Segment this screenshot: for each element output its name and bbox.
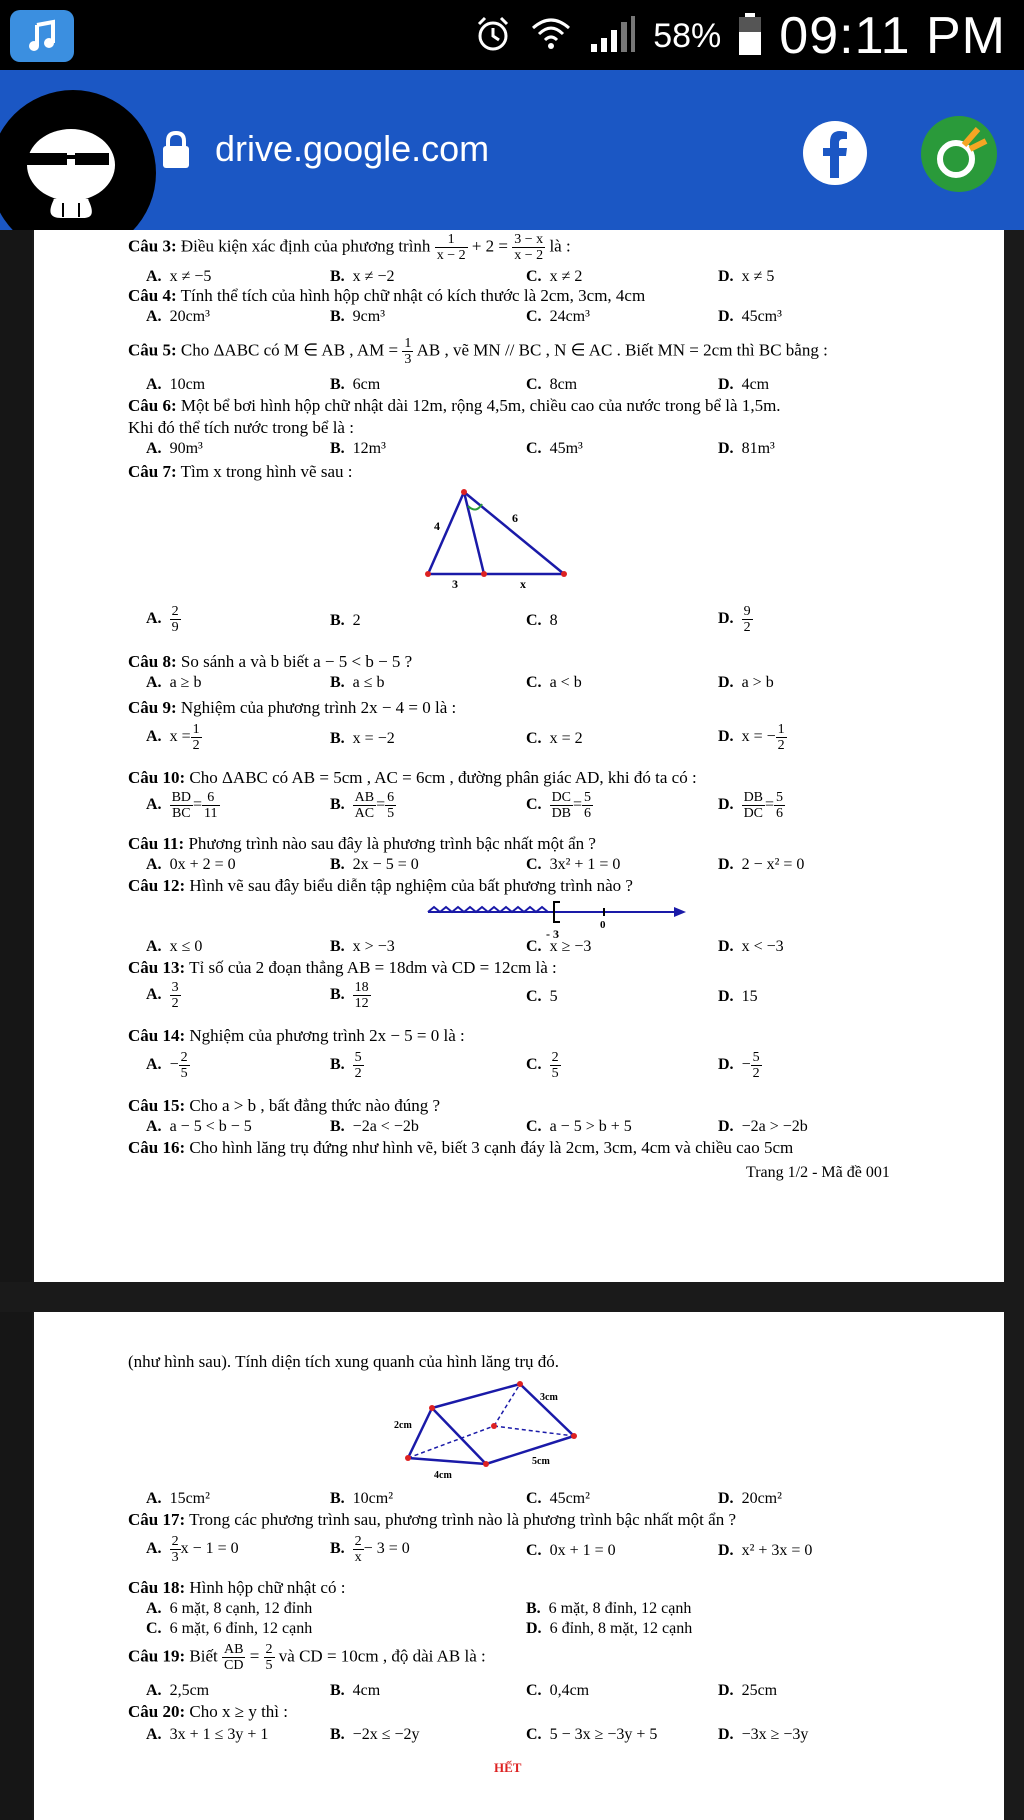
triangle-label-3: 3 <box>452 577 458 590</box>
alarm-icon <box>473 14 513 59</box>
question-12: Câu 12: Hình vẽ sau đây biểu diễn tập nghiệm của bất phương trình nào ? <box>128 876 633 895</box>
document-viewer[interactable] <box>0 230 1024 1820</box>
question-17: Câu 17: Trong các phương trình sau, phương trình nào là phương trình bậc nhất một ẩn ? <box>128 1510 736 1529</box>
question-10: Câu 10: Cho ΔABC có AB = 5cm , AC = 6cm , đường phân giác AD, khi đó ta có : <box>128 768 697 787</box>
question-20-options: A. 3x + 1 ≤ 3y + 1 B. −2x ≤ −2y C. 5 − 3x ≥ −3y + 5 D. −3x ≥ −3y <box>146 1726 809 1743</box>
question-3-options: A. x ≠ −5 B. x ≠ −2 C. x ≠ 2 D. x ≠ 5 <box>146 268 775 285</box>
pdf-page-2 <box>34 1312 1004 1820</box>
question-18-options-ab: A. 6 mặt, 8 cạnh, 12 đỉnh B. 6 mặt, 8 đỉnh, 12 cạnh <box>146 1600 692 1617</box>
question-14: Câu 14: Nghiệm của phương trình 2x − 5 = 0 là : <box>128 1026 465 1045</box>
question-11: Câu 11: Phương trình nào sau đây là phương trình bậc nhất một ẩn ? <box>128 834 596 853</box>
question-14-options: A. − $\frac{2}{5}$ B. $\frac{5}{2}$ C. $\frac{2}{5}$ D. − $\frac{5}{2}$ <box>146 1050 760 1081</box>
wifi-icon <box>529 14 573 59</box>
question-3: Câu 3: Điều kiện xác định của phương trình $\frac{1}{x - 2}$ + 2 = $\frac{3 - x}{x - 2}$ là : <box>128 232 571 263</box>
prism-label-5cm: 5cm <box>532 1456 550 1467</box>
battery-percent: 58% <box>653 16 722 55</box>
question-4: Câu 4: Tính thể tích của hình hộp chữ nhật có kích thước là 2cm, 3cm, 4cm <box>128 286 646 305</box>
prism-figure <box>394 1378 614 1488</box>
question-5-options: A. 10cm B. 6cm C. 8cm D. 4cm <box>146 376 770 393</box>
triangle-figure <box>424 480 604 590</box>
triangle-label-4: 4 <box>434 519 440 533</box>
question-8: Câu 8: So sánh a và b biết a − 5 < b − 5 ? <box>128 652 413 671</box>
prism-label-3cm: 3cm <box>540 1392 558 1403</box>
question-10-options: A. $\frac{BD}{BC}$ = $\frac{6}{11}$ B. $\frac{AB}{AC}$ = $\frac{6}{5}$ C. $\frac{DC}{DB}$ = $\frac{5}{6}$ D. $\frac{DB}{DC}$ = $\frac{5}{6}$ <box>146 790 784 821</box>
facebook-icon[interactable] <box>802 120 868 186</box>
question-7: Câu 7: Tìm x trong hình vẽ sau : <box>128 462 353 481</box>
status-bar <box>0 0 1024 70</box>
question-13: Câu 13: Tỉ số của 2 đoạn thẳng AB = 18dm và CD = 12cm là : <box>128 958 557 977</box>
question-13-options: A. $\frac{3}{2}$ B. $\frac{18}{12}$ C. 5 D. 15 <box>146 980 758 1011</box>
question-18-options-cd: C. 6 mặt, 6 đỉnh, 12 cạnh D. 6 đỉnh, 8 mặt, 12 cạnh <box>146 1620 693 1637</box>
question-18: Câu 18: Hình hộp chữ nhật có : <box>128 1578 346 1597</box>
question-19: Câu 19: Biết $\frac{AB}{CD}$ = $\frac{2}{5}$ và CD = 10cm , độ dài AB là : <box>128 1642 486 1673</box>
question-20: Câu 20: Cho x ≥ y thì : <box>128 1702 288 1721</box>
number-line-label-minus3: - 3 <box>546 927 559 941</box>
lock-icon <box>160 130 192 175</box>
triangle-label-6: 6 <box>512 511 518 525</box>
prism-label-4cm: 4cm <box>434 1470 452 1481</box>
question-15-options: A. a − 5 < b − 5 B. −2a < −2b C. a − 5 > b + 5 D. −2a > −2b <box>146 1118 808 1135</box>
triangle-label-x: x <box>520 577 526 590</box>
question-4-options: A. 20cm³ B. 9cm³ C. 24cm³ D. 45cm³ <box>146 308 782 325</box>
signal-icon <box>589 14 637 59</box>
url-text[interactable]: drive.google.com <box>215 128 490 169</box>
battery-icon <box>737 12 763 61</box>
number-line-label-0: 0 <box>600 919 606 931</box>
question-5: Câu 5: Cho ΔABC có M ∈ AB , AM = $\frac{1}{3}$ AB , vẽ MN // BC , N ∈ AC . Biết MN = 2cm thì BC bằng : <box>128 336 828 367</box>
question-9: Câu 9: Nghiệm của phương trình 2x − 4 = 0 là : <box>128 698 457 717</box>
page-separator <box>0 1282 1024 1312</box>
question-6-line2: Khi đó thể tích nước trong bể là : <box>128 418 354 437</box>
browser-url-bar <box>0 70 1024 230</box>
question-11-options: A. 0x + 2 = 0 B. 2x − 5 = 0 C. 3x² + 1 = 0 D. 2 − x² = 0 <box>146 856 805 873</box>
question-6: Câu 6: Một bể bơi hình hộp chữ nhật dài 12m, rộng 4,5m, chiều cao của nước trong bể là 1,5m. <box>128 396 781 415</box>
question-15: Câu 15: Cho a > b , bất đẳng thức nào đúng ? <box>128 1096 441 1115</box>
end-marker: HẾT <box>494 1760 522 1775</box>
viewer-left-strip <box>0 230 32 1820</box>
question-16-continued: (như hình sau). Tính diện tích xung quanh của hình lăng trụ đó. <box>128 1352 559 1371</box>
page-footer: Trang 1/2 - Mã đề 001 <box>746 1164 890 1181</box>
question-8-options: A. a ≥ b B. a ≤ b C. a < b D. a > b <box>146 674 774 691</box>
question-7-options: A. $\frac{2}{9}$ B. 2 C. 8 D. $\frac{9}{2}$ <box>146 604 751 635</box>
prism-label-2cm: 2cm <box>394 1420 412 1431</box>
question-16: Câu 16: Cho hình lăng trụ đứng như hình vẽ, biết 3 cạnh đáy là 2cm, 3cm, 4cm và chiều cao 5cm <box>128 1138 794 1157</box>
music-app-icon <box>10 10 74 62</box>
question-19-options: A. 2,5cm B. 4cm C. 0,4cm D. 25cm <box>146 1682 778 1699</box>
question-6-options: A. 90m³ B. 12m³ C. 45m³ D. 81m³ <box>146 440 775 457</box>
question-17-options: A. $\frac{2}{3}$ x − 1 = 0 B. $\frac{2}{x}$ − 3 = 0 C. 0x + 1 = 0 D. x² + 3x = 0 <box>146 1534 813 1565</box>
coccoc-browser-icon[interactable] <box>920 115 998 193</box>
question-16-options: A. 15cm² B. 10cm² C. 45cm² D. 20cm² <box>146 1490 782 1507</box>
clock: 09:11 PM <box>779 7 1006 65</box>
question-9-options: A. x = $\frac{1}{2}$ B. x = −2 C. x = 2 D. x = − $\frac{1}{2}$ <box>146 722 785 753</box>
question-12-options: A. x ≤ 0 B. x > −3 C. x ≥ −3 D. x < −3 <box>146 938 784 955</box>
